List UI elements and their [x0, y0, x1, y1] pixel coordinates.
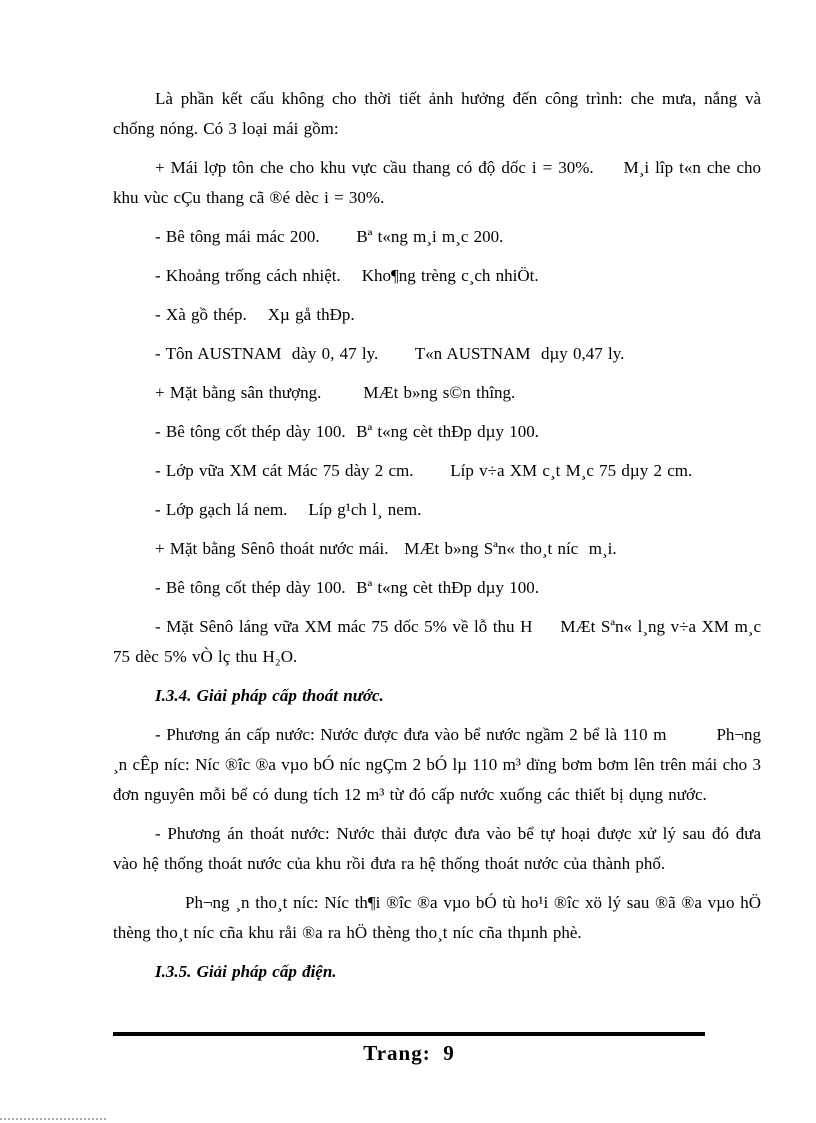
section-heading-water-supply: I.3.4. Giải pháp cấp thoát nước. [155, 686, 384, 705]
list-item-rc-slab-100: - Bê tông cốt thép dày 100. Bª t«ng cèt thÐp dµy 100. [155, 422, 539, 441]
footer-rule [113, 1032, 705, 1036]
page-footer [113, 1032, 705, 1066]
document-body [113, 84, 761, 996]
paragraph-drainage: - Phương án thoát nước: Nước thải được đưa vào bể tự hoại được xử lý sau đó đưa vào hệ thống thoát nước của khu rồi đưa ra hệ thống thoát nước của thành phố. [113, 824, 761, 873]
list-item-roof-slope: + Mái lợp tôn che cho khu vực cầu thang có độ dốc i = 30%. M¸i lîp t«n che cho khu vùc cÇu thang cã ®é dèc i = 30%. [113, 158, 761, 207]
list-item-mortar-layer: - Lớp vữa XM cát Mác 75 dày 2 cm. Líp v÷a XM c¸t M¸c 75 dµy 2 cm. [155, 461, 693, 480]
list-item-austnam-sheet: - Tôn AUSTNAM dày 0, 47 ly. T«n AUSTNAM dµy 0,47 ly. [155, 344, 625, 363]
list-item-concrete-200: - Bê tông mái mác 200. Bª t«ng m¸i m¸c 200. [155, 227, 504, 246]
page-number-label: Trang: 9 [363, 1041, 455, 1065]
list-item-terrace: + Mặt bằng sân thượng. MÆt b»ng s©n thîng. [155, 383, 516, 402]
page-edge-dots [0, 1118, 106, 1120]
section-heading-electricity: I.3.5. Giải pháp cấp điện. [155, 962, 337, 981]
list-item-gutter: + Mặt bằng Sênô thoát nước mái. MÆt b»ng Sªn« tho¸t níc m¸i. [155, 539, 617, 558]
paragraph-water-supply: - Phương án cấp nước: Nước được đưa vào bể nước ngầm 2 bể là 110 m Ph¬ng ¸n cÊp níc: Níc ®îc ®a vµo bÓ níc ngÇm 2 bÓ lµ 110 m³ dïng bơm bơm lên trên mái cho 3 đơn nguyên mỗi bể có dung tích 12 m³ từ đó cấp nước xuống các thiết bị dụng nước. [113, 725, 761, 804]
paragraph-drainage-legacy: Ph¬ng ¸n tho¸t níc: Níc th¶i ®îc ®a vµo bÓ tù ho¹i ®îc xö lý sau ®ã ®a vµo hÖ thèng tho¸t níc cña khu råi ®a ra hÖ thèng tho¸t níc cña thµnh phè. [113, 893, 761, 942]
list-item-gutter-mortar: - Mặt Sênô láng vữa XM mác 75 dốc 5% về lỗ thu H MÆt Sªn« l¸ng v÷a XM m¸c 75 dèc 5% vÒ lç thu H₂O. [113, 617, 761, 666]
list-item-air-gap: - Khoảng trống cách nhiệt. Kho¶ng trèng c¸ch nhiÖt. [155, 266, 539, 285]
list-item-tile-layer: - Lớp gạch lá nem. Líp g¹ch l¸ nem. [155, 500, 422, 519]
list-item-steel-purlin: - Xà gồ thép. Xµ gå thÐp. [155, 305, 355, 324]
list-item-rc-slab-100-second: - Bê tông cốt thép dày 100. Bª t«ng cèt thÐp dµy 100. [155, 578, 539, 597]
intro-paragraph: Là phần kết cấu không cho thời tiết ảnh hưởng đến công trình: che mưa, nắng và chống nóng. Có 3 loại mái gồm: [113, 89, 761, 138]
